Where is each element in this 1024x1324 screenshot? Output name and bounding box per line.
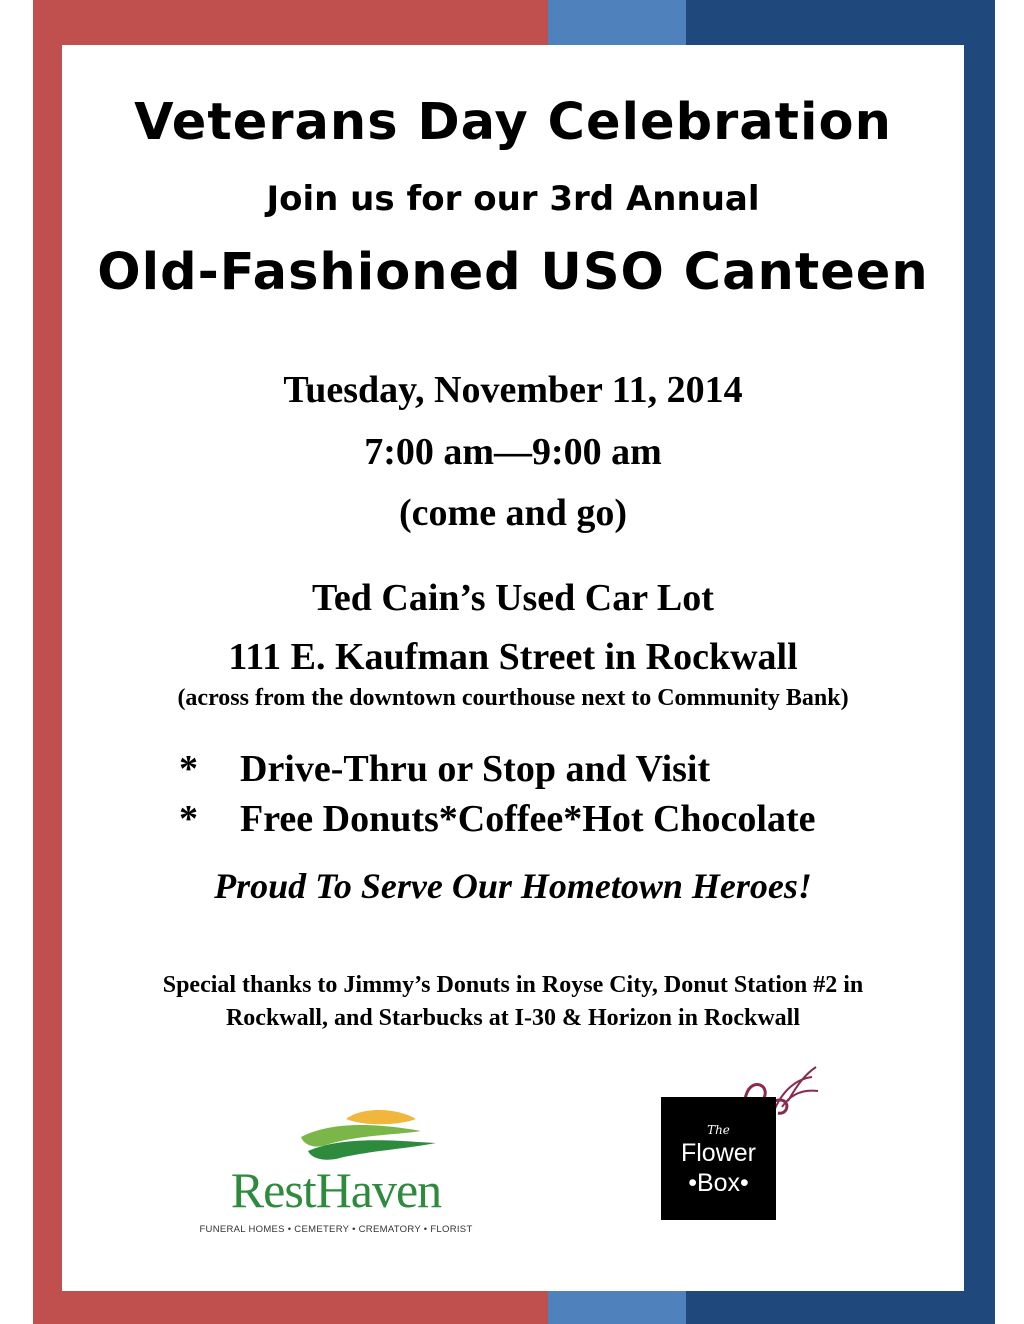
event-location-note: (across from the downtown courthouse next to Community Bank) bbox=[177, 685, 849, 711]
special-thanks-line-1: Special thanks to Jimmy’s Donuts in Royse City, Donut Station #2 in bbox=[162, 972, 864, 998]
resthaven-logo bbox=[196, 1105, 476, 1245]
flyer-subtitle: Join us for our 3rd Annual bbox=[266, 179, 760, 219]
resthaven-name: RestHaven bbox=[230, 1162, 442, 1218]
resthaven-emblem-icon bbox=[196, 1105, 476, 1165]
event-date: Tuesday, November 11, 2014 bbox=[283, 369, 743, 411]
flowerbox-logo bbox=[661, 1097, 776, 1220]
bullet-marker: * bbox=[179, 798, 198, 840]
resthaven-tagline: FUNERAL HOMES • CEMETERY • CREMATORY • FLORIST bbox=[199, 1224, 473, 1235]
flyer-panel bbox=[62, 45, 964, 1291]
event-time: 7:00 am—9:00 am bbox=[364, 431, 662, 473]
bullet-marker: * bbox=[179, 748, 198, 790]
special-thanks-line-2: Rockwall, and Starbucks at I-30 & Horizon in Rockwall bbox=[225, 1005, 801, 1031]
flowerbox-flower: Flower bbox=[680, 1139, 756, 1167]
bullet-free-refreshments: Free Donuts*Coffee*Hot Chocolate bbox=[240, 798, 816, 840]
bullet-drive-thru: Drive-Thru or Stop and Visit bbox=[240, 748, 711, 790]
event-name: Old-Fashioned USO Canteen bbox=[97, 243, 929, 302]
slogan: Proud To Serve Our Hometown Heroes! bbox=[214, 866, 812, 906]
event-venue: Ted Cain’s Used Car Lot bbox=[312, 577, 714, 619]
special-thanks bbox=[62, 969, 964, 1035]
event-address: 111 E. Kaufman Street in Rockwall bbox=[228, 636, 798, 678]
flowerbox-the: The bbox=[707, 1123, 730, 1137]
event-note: (come and go) bbox=[399, 492, 627, 534]
flowerbox-box: •Box• bbox=[688, 1169, 749, 1197]
flyer-title: Veterans Day Celebration bbox=[134, 93, 892, 152]
